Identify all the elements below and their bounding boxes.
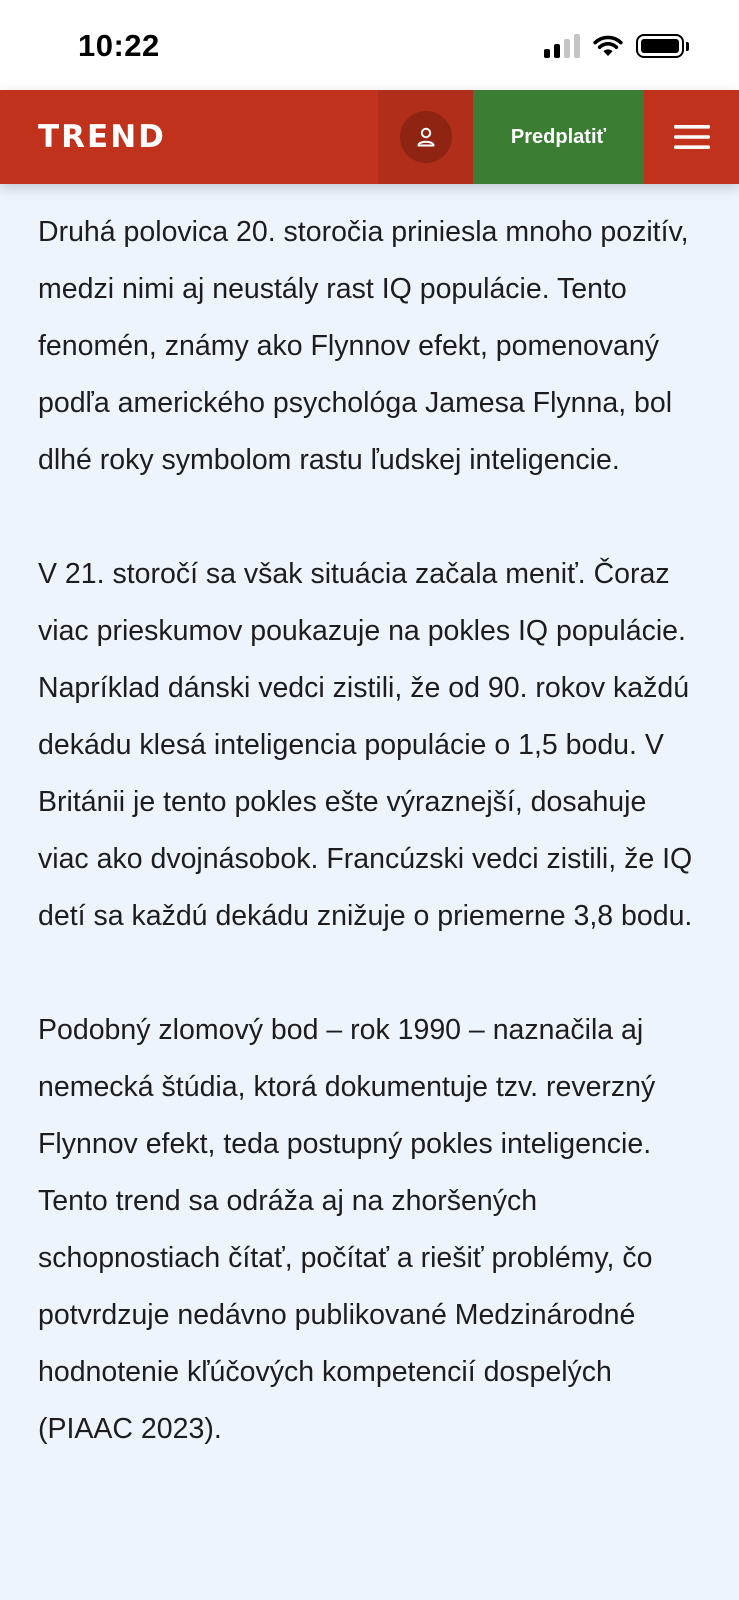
article-paragraph: V 21. storočí sa však situácia začala meniť. Čoraz viac prieskumov poukazuje na pokles IQ populácie. Napríklad dánski vedci zistili, že od 90. rokov každú dekádu klesá inteligencia populácie o 1,5 bodu. V Británii je tento pokles ešte výraznejší, dosahuje viac ako dvojnásobok. Francúzski vedci zistili, že IQ detí sa každú dekádu znižuje o priemerne 3,8 bodu. [38, 558, 693, 932]
cellular-signal-icon [544, 34, 580, 58]
battery-icon [636, 34, 689, 58]
article-paragraph: Druhá polovica 20. storočia priniesla mnoho pozitív, medzi nimi aj neustály rast IQ populácie. Tento fenomén, známy ako Flynnov efekt, pomenovaný podľa amerického psychológa Jamesa Flynna, bol dlhé roky symbolom rastu ľudskej inteligencie. [38, 216, 689, 476]
trend-logo[interactable]: TREND [38, 119, 166, 155]
account-button[interactable] [400, 111, 452, 163]
status-time: 10:22 [78, 28, 160, 63]
article-body [0, 184, 739, 1515]
person-icon [415, 126, 437, 148]
subscribe-button[interactable]: Predplatiť [473, 90, 644, 184]
article-paragraph: Podobný zlomový bod – rok 1990 – naznačila aj nemecká štúdia, ktorá dokumentuje tzv. reverzný Flynnov efekt, teda postupný pokles inteligencie. Tento trend sa odráža aj na zhoršených schopnostiach čítať, počítať a riešiť problémy, čo potvrdzuje nedávno publikované Medzinárodné hodnotenie kľúčových kompetencií dospelých (PIAAC 2023). [38, 1014, 656, 1445]
account-area [378, 90, 473, 184]
menu-button[interactable] [644, 90, 739, 184]
status-icons [544, 34, 689, 58]
wifi-icon [592, 34, 624, 58]
status-bar [0, 0, 739, 90]
hamburger-menu-icon [674, 124, 710, 150]
site-header [0, 90, 739, 184]
